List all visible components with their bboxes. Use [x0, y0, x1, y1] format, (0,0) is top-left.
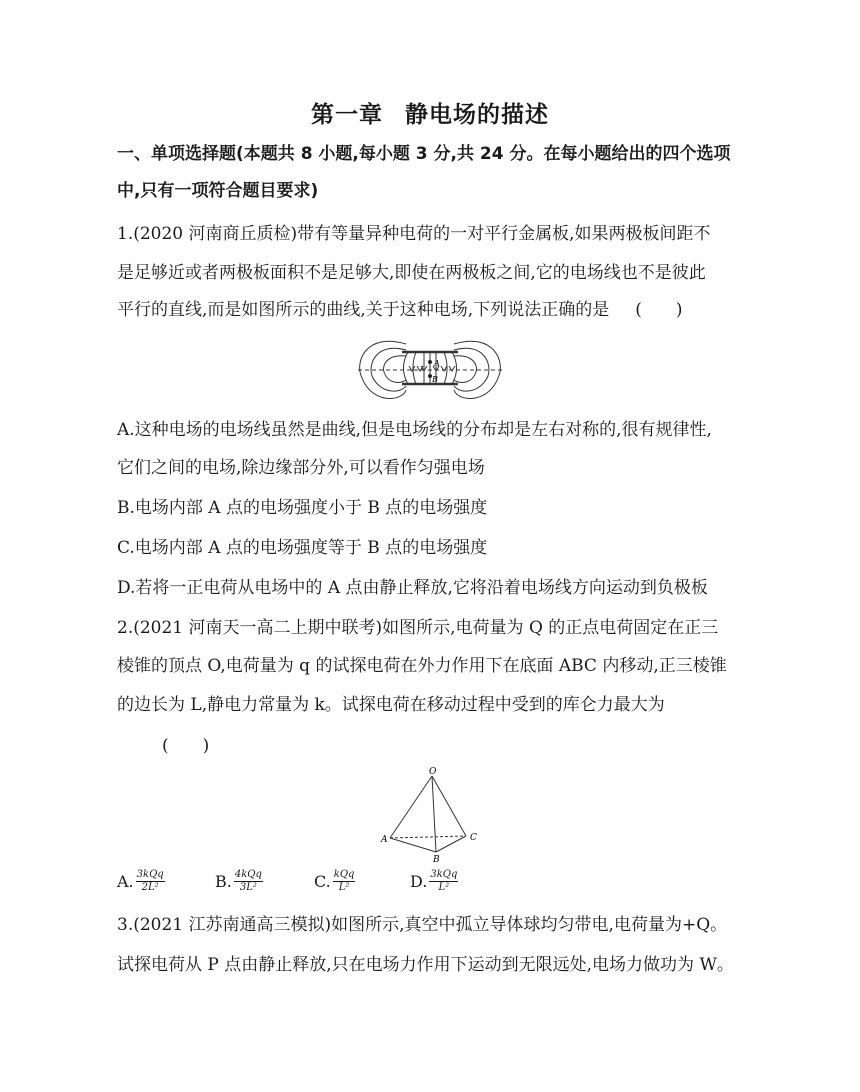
- q2-option-a: A. $\frac{\text{3kQq}}{\text{2L²}}$: [117, 869, 164, 893]
- q1-stem-line1: 1.(2020 河南商丘质检)带有等量异种电荷的一对平行金属板,如果两极板间距不: [117, 224, 711, 244]
- q1-option-b: B.电场内部 A 点的电场强度小于 B 点的电场强度: [117, 498, 488, 518]
- q2-stem-line2: 棱锥的顶点 O,电荷量为 q 的试探电荷在外力作用下在底面 ABC 内移动,正三棱锥: [117, 656, 727, 676]
- q2-option-b: B. $\frac{\text{4kQq}}{\text{3L²}}$: [215, 869, 262, 893]
- q2-fig-label-c: C: [470, 833, 477, 843]
- q2-option-a-fraction: $\frac{\text{3kQq}}{\text{2L²}}$: [136, 869, 164, 893]
- q1-option-c: C.电场内部 A 点的电场强度等于 B 点的电场强度: [117, 538, 488, 558]
- section-heading-line2: 中,只有一项符合题目要求): [117, 181, 319, 201]
- q2-pyramid-figure: [376, 764, 486, 864]
- q1-stem-line3: [117, 298, 682, 322]
- q2-stem-line1: 2.(2021 河南天一高二上期中联考)如图所示,电荷量为 Q 的正点电荷固定在正三: [117, 618, 719, 638]
- chapter-title: [0, 96, 860, 129]
- section-heading-line1: 一、单项选择题(本题共 8 小题,每小题 3 分,共 24 分。在每小题给出的四个选项: [117, 144, 731, 164]
- q2-option-d: D. $\frac{\text{3kQq}}{\text{L²}}$: [410, 869, 458, 893]
- q1-option-d: D.若将一正电荷从电场中的 A 点由静止释放,它将沿着电场线方向运动到负极板: [117, 578, 708, 598]
- chapter-label: 第一章: [311, 102, 383, 128]
- chapter-name: 静电场的描述: [405, 102, 549, 128]
- q1-answer-blank: ( ): [635, 300, 683, 320]
- q2-fig-label-o: O: [429, 767, 437, 777]
- q2-option-b-fraction: $\frac{\text{4kQq}}{\text{3L²}}$: [234, 869, 262, 893]
- q2-fig-label-b: B: [433, 855, 440, 864]
- q2-option-c: C. $\frac{\text{kQq}}{\text{L²}}$: [314, 869, 355, 893]
- q2-answer-blank: ( ): [162, 736, 210, 756]
- q1-field-lines-figure: [352, 332, 508, 408]
- q1-fig-label-a: A: [434, 359, 440, 368]
- q1-option-a-line1: A.这种电场的电场线虽然是曲线,但是电场线的分布却是左右对称的,很有规律性,: [117, 420, 712, 440]
- q1-stem-text: 平行的直线,而是如图所示的曲线,关于这种电场,下列说法正确的是: [117, 300, 610, 320]
- q2-fig-label-a: A: [381, 835, 388, 845]
- q2-option-d-fraction: $\frac{\text{3kQq}}{\text{L²}}$: [430, 869, 458, 893]
- q1-option-a-line2: 它们之间的电场,除边缘部分外,可以看作匀强电场: [117, 458, 485, 478]
- q2-stem-line3: 的边长为 L,静电力常量为 k。试探电荷在移动过程中受到的库仑力最大为: [117, 695, 665, 715]
- q3-stem-line2: 试探电荷从 P 点由静止释放,只在电场力作用下运动到无限远处,电场力做功为 W。: [117, 955, 734, 975]
- q2-option-c-fraction: $\frac{\text{kQq}}{\text{L²}}$: [333, 869, 355, 893]
- q1-stem-line2: 是足够近或者两极板面积不是足够大,即使在两极板之间,它的电场线也不是彼此: [117, 263, 706, 283]
- q3-stem-line1: 3.(2021 江苏南通高三模拟)如图所示,真空中孤立导体球均匀带电,电荷量为+Q。: [117, 915, 728, 935]
- q1-fig-label-b: B: [432, 375, 438, 384]
